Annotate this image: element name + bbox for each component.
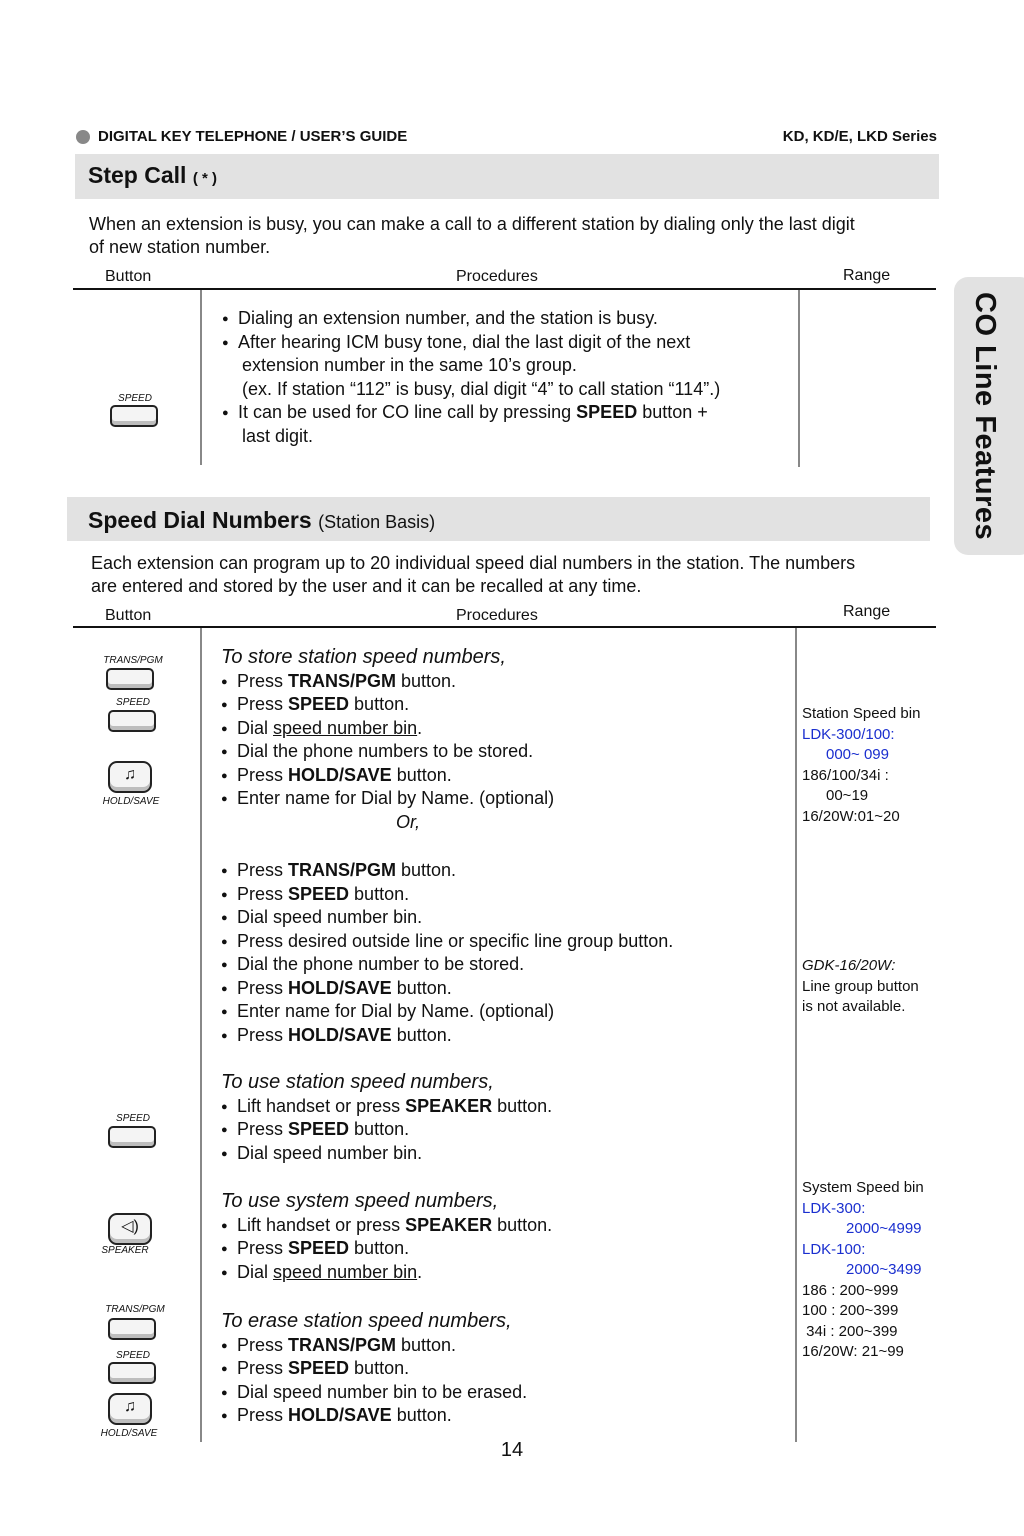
procedure-step: ● Press SPEED button. <box>221 694 410 714</box>
procedure-heading: To use system speed numbers, <box>221 1190 499 1212</box>
column-header-procedures: Procedures <box>456 607 538 624</box>
procedure-step: ● Dial speed number bin. <box>221 1142 423 1163</box>
trans-pgm-button-label: TRANS/PGM <box>103 655 163 666</box>
procedure-step: ● Press TRANS/PGM button. <box>221 860 457 880</box>
header-bullet-icon <box>76 130 90 144</box>
column-header-button: Button <box>105 268 152 285</box>
procedure-step: ● After hearing ICM busy tone, dial the last digit of the next <box>222 331 691 352</box>
range-line: Station Speed bin <box>802 705 921 722</box>
speed-dial-description <box>91 552 855 598</box>
column-divider <box>200 628 202 1442</box>
procedure-heading: To store station speed numbers, <box>221 646 506 668</box>
range-line: 2000~4999 <box>846 1220 922 1237</box>
side-tab-label: CO Line Features <box>969 292 1001 541</box>
range-line: 00~19 <box>826 787 869 804</box>
speed-button-icon <box>108 1362 156 1384</box>
table-header-rule <box>73 626 936 628</box>
procedure-step: ● Press HOLD/SAVE button. <box>221 1405 452 1425</box>
hold-save-button-label: HOLD/SAVE <box>100 1428 158 1439</box>
trans-pgm-button-icon <box>108 1318 156 1340</box>
range-line: LDK-100: <box>802 1240 866 1258</box>
procedure-step: ● Dial speed number bin. <box>221 1261 423 1282</box>
procedure-step-continued: extension number in the same 10’s group. <box>242 355 577 375</box>
range-line: 34i : 200~399 <box>802 1322 898 1340</box>
procedure-heading: To erase station speed numbers, <box>221 1310 512 1332</box>
procedure-step: ● It can be used for CO line call by pressing SPEED button + <box>222 402 708 422</box>
range-line: System Speed bin <box>802 1179 924 1196</box>
column-header-button: Button <box>105 607 152 624</box>
range-line: 186 : 200~999 <box>802 1281 899 1299</box>
range-line: Line group button <box>802 977 919 995</box>
procedure-step: ● Dial the phone numbers to be stored. <box>221 741 534 761</box>
procedure-step: ● Press TRANS/PGM button. <box>221 670 457 691</box>
speed-dial-subtitle: (Station Basis) <box>318 512 436 532</box>
range-line: 000~ 099 <box>826 746 889 763</box>
store-procedure-b <box>221 859 673 1047</box>
trans-pgm-button-icon <box>106 668 154 690</box>
range-line: 186/100/34i : <box>802 766 889 784</box>
column-divider <box>798 290 800 467</box>
procedure-example: (ex. If station “112” is busy, dial digit “4” to call station “114”.) <box>242 378 721 399</box>
page-number: 14 <box>500 1439 524 1461</box>
range-line: LDK-300/100: <box>802 725 895 743</box>
procedure-step: ● Press HOLD/SAVE button. <box>221 1024 452 1045</box>
procedure-step: ● Press SPEED button. <box>221 1358 410 1378</box>
step-call-title-text: Step Call <box>88 162 187 188</box>
procedure-step: ● Press SPEED button. <box>221 1119 410 1139</box>
table-header-rule <box>73 288 936 290</box>
speed-button-label: SPEED <box>116 697 150 708</box>
procedure-step: ● Dial the phone number to be stored. <box>221 954 525 974</box>
column-divider <box>200 290 202 465</box>
column-header-range: Range <box>843 267 891 284</box>
procedure-step: ● Dial speed number bin. <box>221 907 423 927</box>
speaker-icon: ◁) <box>108 1213 152 1245</box>
guide-title: DIGITAL KEY TELEPHONE / USER’S GUIDE <box>98 128 408 145</box>
column-header-procedures: Procedures <box>456 268 538 285</box>
step-call-title-suffix: ( * ) <box>192 170 217 187</box>
step-call-procedures <box>222 307 720 448</box>
procedure-step: ● Press HOLD/SAVE button. <box>221 764 452 785</box>
procedure-step-continued: last digit. <box>242 425 314 446</box>
speed-dial-title <box>88 507 435 534</box>
column-divider <box>795 628 797 1442</box>
range-line: 16/20W:01~20 <box>802 807 900 825</box>
hold-save-button-label: HOLD/SAVE <box>102 796 160 807</box>
store-procedure-a <box>221 646 554 834</box>
procedure-step: ● Enter name for Dial by Name. (optional) <box>221 1001 555 1021</box>
series-label: KD, KD/E, LKD Series <box>782 128 937 145</box>
range-station-speed-bin <box>802 704 920 827</box>
trans-pgm-button-label: TRANS/PGM <box>105 1304 165 1315</box>
description-line: When an extension is busy, you can make a call to a different station by dialing only the last digit <box>89 214 855 234</box>
speed-button-label: SPEED <box>118 393 152 404</box>
procedure-step: ● Lift handset or press SPEAKER button. <box>221 1095 553 1116</box>
procedure-step: ● Press desired outside line or specific line group button. <box>221 930 674 951</box>
description-line: of new station number. <box>89 237 271 257</box>
speed-button-icon <box>108 1126 156 1148</box>
procedure-step: ● Press HOLD/SAVE button. <box>221 977 452 998</box>
range-line: 16/20W: 21~99 <box>802 1343 904 1360</box>
procedure-step: ● Press SPEED button. <box>221 883 410 904</box>
column-header-range: Range <box>843 603 891 620</box>
speed-dial-title-text: Speed Dial Numbers <box>88 507 312 533</box>
erase-procedure <box>221 1310 527 1428</box>
use-station-procedure <box>221 1071 552 1165</box>
use-system-procedure <box>221 1190 552 1284</box>
step-call-description <box>89 213 855 259</box>
procedure-step: ● Press SPEED button. <box>221 1238 410 1258</box>
procedure-step: ● Lift handset or press SPEAKER button. <box>221 1214 553 1235</box>
procedure-heading: To use station speed numbers, <box>221 1071 494 1093</box>
procedure-step: ● Dial speed number bin. <box>221 717 423 738</box>
range-gdk-note <box>802 956 919 1018</box>
range-system-speed-bin <box>802 1178 924 1363</box>
procedure-step: ● Press TRANS/PGM button. <box>221 1334 457 1355</box>
speed-button-icon <box>108 710 156 732</box>
description-line: are entered and stored by the user and it can be recalled at any time. <box>91 576 642 596</box>
procedure-step: ● Enter name for Dial by Name. (optional) <box>221 788 555 808</box>
hold-save-music-note-icon: ♫ <box>108 761 152 793</box>
range-line: LDK-300: <box>802 1199 866 1217</box>
speed-button-icon <box>110 405 158 427</box>
procedure-step: ● Dial speed number bin to be erased. <box>221 1381 528 1402</box>
speed-button-label: SPEED <box>116 1350 150 1361</box>
range-line: GDK-16/20W: <box>802 957 896 974</box>
range-line: is not available. <box>802 998 906 1015</box>
hold-save-music-note-icon: ♫ <box>108 1393 152 1425</box>
or-separator: Or, <box>396 811 421 832</box>
speaker-button-label: SPEAKER <box>101 1245 149 1256</box>
step-call-title <box>88 162 217 189</box>
speed-button-label: SPEED <box>116 1113 150 1124</box>
procedure-step: ● Dialing an extension number, and the station is busy. <box>222 308 658 328</box>
description-line: Each extension can program up to 20 individual speed dial numbers in the station. The numbers <box>91 553 856 573</box>
range-line: 2000~3499 <box>846 1261 922 1278</box>
range-line: 100 : 200~399 <box>802 1302 899 1319</box>
